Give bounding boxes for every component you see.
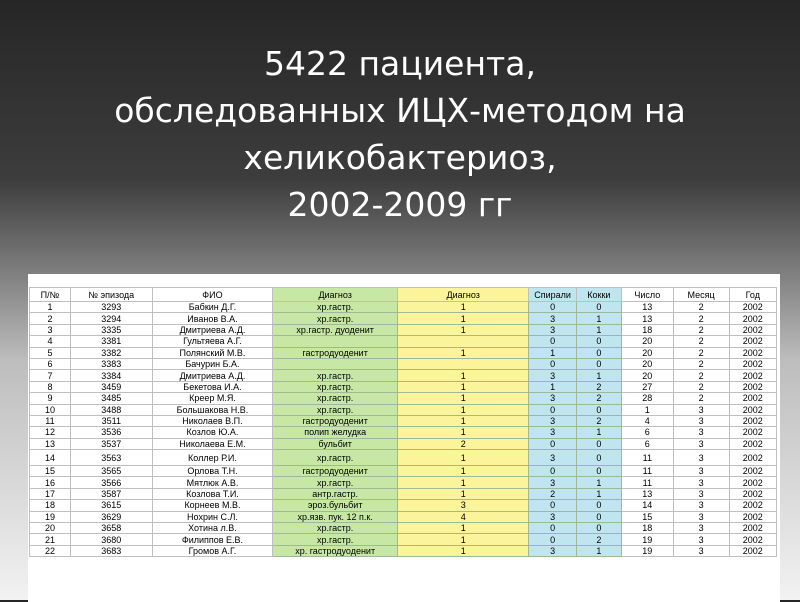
- cell-day: 20: [621, 336, 673, 347]
- cell-cocci: 0: [576, 358, 621, 369]
- cell-diagnosis-code: 1: [398, 302, 529, 313]
- cell-month: 3: [673, 523, 729, 534]
- cell-episode: 3459: [70, 381, 152, 392]
- cell-name: Козлова Т.И.: [152, 488, 273, 499]
- cell-cocci: 0: [576, 438, 621, 449]
- cell-day: 14: [621, 500, 673, 511]
- patients-table-container: [28, 274, 780, 602]
- cell-year: 2002: [729, 393, 776, 404]
- cell-number: 15: [30, 466, 71, 477]
- cell-name: Бачурин Б.А.: [152, 358, 273, 369]
- cell-spirals: 0: [529, 302, 576, 313]
- col-header-month: Месяц: [673, 288, 729, 302]
- cell-year: 2002: [729, 302, 776, 313]
- cell-episode: 3384: [70, 370, 152, 381]
- table-row: [30, 427, 777, 438]
- cell-name: Иванов В.А.: [152, 313, 273, 324]
- cell-year: 2002: [729, 381, 776, 392]
- col-header-diagnosis-code: Диагноз: [398, 288, 529, 302]
- cell-episode: 3511: [70, 415, 152, 426]
- cell-cocci: 1: [576, 477, 621, 488]
- cell-spirals: 3: [529, 511, 576, 522]
- cell-number: 9: [30, 393, 71, 404]
- cell-name: Николаев В.П.: [152, 415, 273, 426]
- cell-day: 15: [621, 511, 673, 522]
- cell-diagnosis: бульбит: [273, 438, 398, 449]
- cell-cocci: 0: [576, 466, 621, 477]
- cell-day: 18: [621, 324, 673, 335]
- cell-diagnosis-code: 4: [398, 511, 529, 522]
- cell-year: 2002: [729, 415, 776, 426]
- cell-number: 19: [30, 511, 71, 522]
- cell-cocci: 2: [576, 381, 621, 392]
- col-header-year: Год: [729, 288, 776, 302]
- cell-year: 2002: [729, 488, 776, 499]
- cell-month: 2: [673, 381, 729, 392]
- cell-episode: 3488: [70, 404, 152, 415]
- slide-title: [0, 40, 800, 228]
- cell-diagnosis: гастродуоденит: [273, 415, 398, 426]
- cell-number: 18: [30, 500, 71, 511]
- cell-number: 10: [30, 404, 71, 415]
- table-row: [30, 523, 777, 534]
- cell-episode: 3381: [70, 336, 152, 347]
- cell-month: 3: [673, 500, 729, 511]
- cell-spirals: 3: [529, 393, 576, 404]
- cell-day: 28: [621, 393, 673, 404]
- cell-spirals: 1: [529, 347, 576, 358]
- cell-number: 13: [30, 438, 71, 449]
- table-row: [30, 381, 777, 392]
- cell-name: Орлова Т.Н.: [152, 466, 273, 477]
- cell-number: 14: [30, 450, 71, 466]
- cell-episode: 3536: [70, 427, 152, 438]
- title-line-2: обследованных ИЦХ-методом на: [114, 91, 686, 130]
- cell-spirals: 3: [529, 370, 576, 381]
- cell-number: 1: [30, 302, 71, 313]
- cell-cocci: 1: [576, 427, 621, 438]
- cell-cocci: 0: [576, 347, 621, 358]
- cell-month: 3: [673, 511, 729, 522]
- cell-number: 3: [30, 324, 71, 335]
- cell-episode: 3563: [70, 450, 152, 466]
- cell-year: 2002: [729, 511, 776, 522]
- cell-diagnosis-code: 1: [398, 393, 529, 404]
- cell-year: 2002: [729, 438, 776, 449]
- cell-cocci: 1: [576, 545, 621, 556]
- cell-diagnosis: хр.гастр.: [273, 370, 398, 381]
- cell-cocci: 0: [576, 336, 621, 347]
- cell-episode: 3382: [70, 347, 152, 358]
- cell-day: 6: [621, 427, 673, 438]
- cell-name: Большакова Н.В.: [152, 404, 273, 415]
- cell-spirals: 0: [529, 466, 576, 477]
- cell-month: 3: [673, 415, 729, 426]
- cell-number: 6: [30, 358, 71, 369]
- table-row: [30, 500, 777, 511]
- cell-year: 2002: [729, 336, 776, 347]
- col-header-day: Число: [621, 288, 673, 302]
- cell-cocci: 0: [576, 404, 621, 415]
- cell-number: 7: [30, 370, 71, 381]
- cell-spirals: 3: [529, 477, 576, 488]
- cell-name: Коллер Р.И.: [152, 450, 273, 466]
- cell-spirals: 3: [529, 415, 576, 426]
- cell-day: 20: [621, 358, 673, 369]
- cell-day: 1: [621, 404, 673, 415]
- cell-diagnosis: эроз.бульбит: [273, 500, 398, 511]
- cell-spirals: 0: [529, 358, 576, 369]
- cell-diagnosis-code: 3: [398, 500, 529, 511]
- col-header-spirals: Спирали: [529, 288, 576, 302]
- cell-episode: 3683: [70, 545, 152, 556]
- table-row: [30, 450, 777, 466]
- patients-table: [29, 287, 777, 557]
- cell-month: 3: [673, 438, 729, 449]
- cell-name: Полянский М.В.: [152, 347, 273, 358]
- cell-episode: 3537: [70, 438, 152, 449]
- table-row: [30, 324, 777, 335]
- cell-year: 2002: [729, 358, 776, 369]
- cell-diagnosis: хр.гастр.: [273, 534, 398, 545]
- cell-spirals: 3: [529, 545, 576, 556]
- table-row: [30, 393, 777, 404]
- cell-diagnosis-code: 1: [398, 347, 529, 358]
- cell-diagnosis-code: [398, 336, 529, 347]
- cell-month: 2: [673, 358, 729, 369]
- cell-year: 2002: [729, 404, 776, 415]
- cell-year: 2002: [729, 450, 776, 466]
- cell-number: 5: [30, 347, 71, 358]
- table-row: [30, 370, 777, 381]
- cell-episode: 3629: [70, 511, 152, 522]
- cell-episode: 3383: [70, 358, 152, 369]
- cell-cocci: 2: [576, 415, 621, 426]
- cell-number: 2: [30, 313, 71, 324]
- cell-month: 2: [673, 347, 729, 358]
- cell-diagnosis: хр.гастр.: [273, 523, 398, 534]
- cell-cocci: 0: [576, 450, 621, 466]
- cell-number: 22: [30, 545, 71, 556]
- cell-name: Филиппов Е.В.: [152, 534, 273, 545]
- cell-episode: 3485: [70, 393, 152, 404]
- cell-name: Гультяева А.Г.: [152, 336, 273, 347]
- cell-month: 3: [673, 404, 729, 415]
- cell-day: 13: [621, 488, 673, 499]
- table-row: [30, 336, 777, 347]
- cell-spirals: 0: [529, 336, 576, 347]
- cell-episode: 3293: [70, 302, 152, 313]
- cell-diagnosis-code: 1: [398, 488, 529, 499]
- cell-day: 19: [621, 534, 673, 545]
- cell-day: 11: [621, 477, 673, 488]
- cell-cocci: 1: [576, 313, 621, 324]
- cell-year: 2002: [729, 545, 776, 556]
- col-header-cocci: Кокки: [576, 288, 621, 302]
- cell-month: 3: [673, 488, 729, 499]
- cell-diagnosis-code: [398, 358, 529, 369]
- cell-cocci: 0: [576, 500, 621, 511]
- cell-year: 2002: [729, 534, 776, 545]
- cell-name: Хотина л.В.: [152, 523, 273, 534]
- table-body: [30, 302, 777, 557]
- cell-year: 2002: [729, 477, 776, 488]
- cell-number: 16: [30, 477, 71, 488]
- cell-diagnosis: хр.гастр.: [273, 313, 398, 324]
- cell-month: 2: [673, 370, 729, 381]
- cell-number: 8: [30, 381, 71, 392]
- table-row: [30, 488, 777, 499]
- col-header-number: П/№: [30, 288, 71, 302]
- cell-spirals: 3: [529, 427, 576, 438]
- cell-day: 19: [621, 545, 673, 556]
- cell-month: 2: [673, 302, 729, 313]
- cell-day: 18: [621, 523, 673, 534]
- cell-number: 21: [30, 534, 71, 545]
- cell-diagnosis-code: 1: [398, 523, 529, 534]
- cell-diagnosis: антр.гастр.: [273, 488, 398, 499]
- cell-spirals: 3: [529, 324, 576, 335]
- cell-day: 11: [621, 450, 673, 466]
- title-line-4: 2002-2009 гг: [287, 185, 513, 224]
- cell-year: 2002: [729, 466, 776, 477]
- table-row: [30, 438, 777, 449]
- cell-day: 13: [621, 302, 673, 313]
- cell-episode: 3565: [70, 466, 152, 477]
- cell-spirals: 3: [529, 313, 576, 324]
- cell-month: 2: [673, 324, 729, 335]
- cell-diagnosis: хр. гастродуоденит: [273, 545, 398, 556]
- cell-episode: 3615: [70, 500, 152, 511]
- cell-month: 3: [673, 534, 729, 545]
- cell-diagnosis: [273, 358, 398, 369]
- cell-name: Козлов Ю.А.: [152, 427, 273, 438]
- title-line-1: 5422 пациента,: [264, 44, 536, 83]
- cell-month: 2: [673, 336, 729, 347]
- cell-diagnosis-code: 1: [398, 545, 529, 556]
- cell-name: Громов А.Г.: [152, 545, 273, 556]
- cell-spirals: 3: [529, 450, 576, 466]
- cell-day: 11: [621, 466, 673, 477]
- cell-episode: 3294: [70, 313, 152, 324]
- table-row: [30, 545, 777, 556]
- table-row: [30, 302, 777, 313]
- cell-cocci: 2: [576, 393, 621, 404]
- cell-month: 3: [673, 466, 729, 477]
- cell-day: 6: [621, 438, 673, 449]
- cell-day: 20: [621, 347, 673, 358]
- cell-day: 4: [621, 415, 673, 426]
- cell-name: Корнеев М.В.: [152, 500, 273, 511]
- cell-diagnosis-code: 1: [398, 313, 529, 324]
- cell-month: 3: [673, 450, 729, 466]
- cell-month: 3: [673, 427, 729, 438]
- cell-cocci: 1: [576, 324, 621, 335]
- cell-cocci: 0: [576, 523, 621, 534]
- cell-diagnosis-code: 1: [398, 427, 529, 438]
- cell-name: Дмитриева А.Д.: [152, 324, 273, 335]
- cell-number: 12: [30, 427, 71, 438]
- cell-number: 11: [30, 415, 71, 426]
- cell-name: Дмитриева А.Д.: [152, 370, 273, 381]
- cell-diagnosis: хр.гастр.: [273, 393, 398, 404]
- cell-diagnosis: хр.гастр.: [273, 302, 398, 313]
- cell-episode: 3587: [70, 488, 152, 499]
- cell-year: 2002: [729, 500, 776, 511]
- table-row: [30, 404, 777, 415]
- cell-day: 27: [621, 381, 673, 392]
- cell-spirals: 0: [529, 523, 576, 534]
- table-row: [30, 347, 777, 358]
- cell-episode: 3566: [70, 477, 152, 488]
- cell-cocci: 1: [576, 370, 621, 381]
- cell-day: 20: [621, 370, 673, 381]
- cell-cocci: 1: [576, 488, 621, 499]
- col-header-diagnosis: Диагноз: [273, 288, 398, 302]
- col-header-episode: № эпизода: [70, 288, 152, 302]
- cell-diagnosis-code: 1: [398, 450, 529, 466]
- cell-spirals: 0: [529, 438, 576, 449]
- cell-name: Николаева Е.М.: [152, 438, 273, 449]
- cell-episode: 3658: [70, 523, 152, 534]
- cell-name: Нохрин С.Л.: [152, 511, 273, 522]
- cell-month: 3: [673, 477, 729, 488]
- cell-diagnosis: хр.гастр.: [273, 450, 398, 466]
- cell-diagnosis: полип желудка: [273, 427, 398, 438]
- cell-name: Креер М.Я.: [152, 393, 273, 404]
- cell-number: 17: [30, 488, 71, 499]
- cell-diagnosis-code: 1: [398, 381, 529, 392]
- cell-spirals: 1: [529, 381, 576, 392]
- cell-year: 2002: [729, 347, 776, 358]
- table-row: [30, 358, 777, 369]
- cell-diagnosis-code: 1: [398, 466, 529, 477]
- cell-year: 2002: [729, 523, 776, 534]
- cell-spirals: 2: [529, 488, 576, 499]
- cell-episode: 3680: [70, 534, 152, 545]
- table-row: [30, 313, 777, 324]
- cell-year: 2002: [729, 324, 776, 335]
- title-line-3: хеликобактериоз,: [243, 138, 557, 177]
- cell-diagnosis-code: 1: [398, 415, 529, 426]
- table-row: [30, 477, 777, 488]
- table-row: [30, 466, 777, 477]
- cell-number: 20: [30, 523, 71, 534]
- cell-diagnosis: хр.гастр.: [273, 477, 398, 488]
- cell-diagnosis-code: 1: [398, 404, 529, 415]
- cell-diagnosis: хр.гастр.: [273, 404, 398, 415]
- cell-cocci: 0: [576, 302, 621, 313]
- cell-diagnosis: хр.гастр. дуоденит: [273, 324, 398, 335]
- cell-name: Бабкин Д.Г.: [152, 302, 273, 313]
- cell-name: Бекетова И.А.: [152, 381, 273, 392]
- cell-number: 4: [30, 336, 71, 347]
- cell-diagnosis-code: 1: [398, 477, 529, 488]
- cell-month: 2: [673, 393, 729, 404]
- cell-cocci: 0: [576, 511, 621, 522]
- cell-diagnosis-code: 2: [398, 438, 529, 449]
- cell-year: 2002: [729, 370, 776, 381]
- col-header-name: ФИО: [152, 288, 273, 302]
- cell-diagnosis: [273, 336, 398, 347]
- cell-episode: 3335: [70, 324, 152, 335]
- cell-diagnosis-code: 1: [398, 534, 529, 545]
- cell-spirals: 0: [529, 404, 576, 415]
- table-row: [30, 534, 777, 545]
- cell-diagnosis: хр.гастр.: [273, 381, 398, 392]
- cell-diagnosis: гастродуоденит: [273, 466, 398, 477]
- cell-name: Мятлюк А.В.: [152, 477, 273, 488]
- cell-diagnosis-code: 1: [398, 324, 529, 335]
- table-row: [30, 511, 777, 522]
- cell-cocci: 2: [576, 534, 621, 545]
- table-header-row: [30, 288, 777, 302]
- cell-diagnosis-code: 1: [398, 370, 529, 381]
- cell-diagnosis: гастродуоденит: [273, 347, 398, 358]
- cell-year: 2002: [729, 313, 776, 324]
- cell-day: 13: [621, 313, 673, 324]
- cell-spirals: 0: [529, 534, 576, 545]
- cell-month: 2: [673, 313, 729, 324]
- cell-year: 2002: [729, 427, 776, 438]
- cell-spirals: 0: [529, 500, 576, 511]
- cell-diagnosis: хр.язв. пук. 12 п.к.: [273, 511, 398, 522]
- cell-month: 3: [673, 545, 729, 556]
- table-row: [30, 415, 777, 426]
